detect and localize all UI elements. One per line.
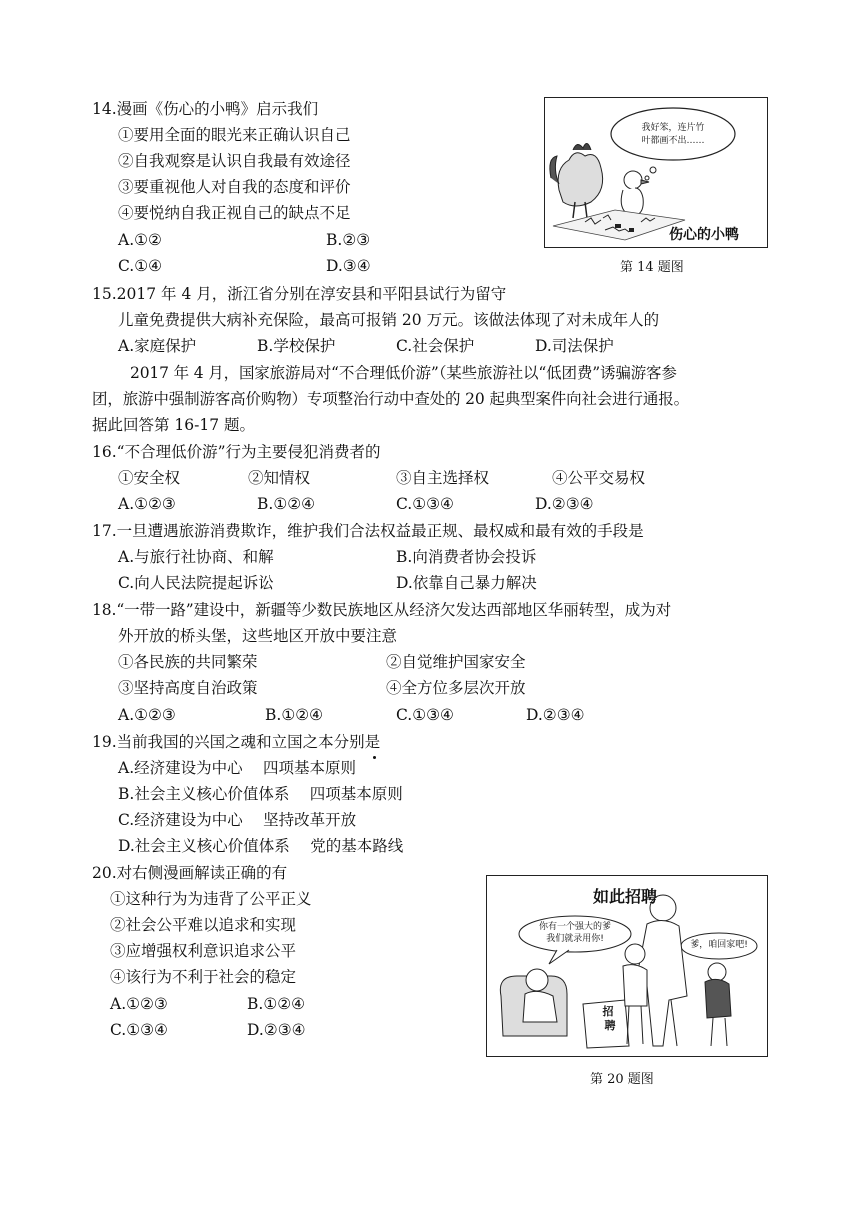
q19-option-b[interactable]: B.社会主义核心价值体系 四项基本原则 <box>118 785 403 803</box>
emphasis-dot <box>373 756 376 759</box>
passage-line-3: 据此回答第 16-17 题。 <box>92 416 256 434</box>
q14-cartoon-title: 伤心的小鸭 <box>669 227 739 243</box>
q16-option-c[interactable]: C.①③④ <box>396 495 454 513</box>
q14-figure-caption: 第 14 题图 <box>620 260 684 275</box>
q14-option-c[interactable]: C.①④ <box>118 257 163 275</box>
q16-stem: 16.“不合理低价游”行为主要侵犯消费者的 <box>92 443 381 461</box>
q16-option-b[interactable]: B.①②④ <box>257 495 316 513</box>
q20-option-d[interactable]: D.②③④ <box>247 1021 306 1039</box>
q20-option-c[interactable]: C.①③④ <box>110 1021 168 1039</box>
q20-stem: 20.对右侧漫画解读正确的有 <box>92 864 288 882</box>
q16-item-4: ④公平交易权 <box>552 469 646 487</box>
q19-stem: 19.当前我国的兴国之魂和立国之本分别是 <box>92 733 381 751</box>
q15-option-a[interactable]: A.家庭保护 <box>118 337 197 355</box>
q15-stem-line-2: 儿童免费提供大病补充保险，最高可报销 20 万元。该做法体现了对未成年人的 <box>118 311 660 329</box>
q18-item-3: ③坚持高度自治政策 <box>118 679 258 697</box>
q19-option-d[interactable]: D.社会主义核心价值体系 党的基本路线 <box>118 837 404 855</box>
q20-bubble-1-line-2: 我们就录用你! <box>546 934 604 944</box>
q16-item-1: ①安全权 <box>118 469 181 487</box>
q19-option-c[interactable]: C.经济建设为中心 坚持改革开放 <box>118 811 357 829</box>
q17-option-a[interactable]: A.与旅行社协商、和解 <box>118 548 274 566</box>
q14-option-d[interactable]: D.③④ <box>326 257 371 275</box>
q20-option-a[interactable]: A.①②③ <box>110 995 168 1013</box>
q14-item-3: ③要重视他人对自我的态度和评价 <box>118 178 351 196</box>
q20-bubble-2: 爹，咱回家吧! <box>690 940 748 950</box>
q20-item-4: ④该行为不利于社会的稳定 <box>110 968 297 986</box>
q14-item-2: ②自我观察是认识自我最有效途径 <box>118 152 351 170</box>
q18-option-d[interactable]: D.②③④ <box>526 706 585 724</box>
q19-option-a[interactable]: A.经济建设为中心 四项基本原则 <box>118 759 357 777</box>
q17-stem: 17.一旦遭遇旅游消费欺诈，维护我们合法权益最正规、最权威和最有效的手段是 <box>92 522 644 540</box>
q14-stem: 14.漫画《伤心的小鸭》启示我们 <box>92 100 319 118</box>
q20-bubble-1-line-1: 你有一个强大的爹 <box>538 922 611 932</box>
q20-item-2: ②社会公平难以追求和实现 <box>110 916 297 934</box>
q15-stem-line-1: 15.2017 年 4 月，浙江省分别在淳安县和平阳县试行为留守 <box>92 285 507 303</box>
q18-stem-line-1: 18.“一带一路”建设中，新疆等少数民族地区从经济欠发达西部地区华丽转型，成为对 <box>92 601 672 619</box>
q20-figure-caption: 第 20 题图 <box>590 1072 654 1087</box>
q20-option-b[interactable]: B.①②④ <box>247 995 306 1013</box>
q18-option-c[interactable]: C.①③④ <box>396 706 454 724</box>
q17-option-b[interactable]: B.向消费者协会投诉 <box>396 548 537 566</box>
q14-cartoon <box>544 97 768 248</box>
q18-option-b[interactable]: B.①②④ <box>265 706 324 724</box>
q14-item-4: ④要悦纳自我正视自己的缺点不足 <box>118 204 351 222</box>
q15-option-c[interactable]: C.社会保护 <box>396 337 475 355</box>
q20-sign-char-2: 聘 <box>604 1019 616 1032</box>
q18-item-2: ②自觉维护国家安全 <box>386 653 526 671</box>
q16-option-a[interactable]: A.①②③ <box>118 495 176 513</box>
q14-option-a[interactable]: A.①② <box>118 231 162 249</box>
q20-cartoon-title: 如此招聘 <box>593 887 658 906</box>
passage-line-1: 2017 年 4 月，国家旅游局对“不合理低价游”（某些旅游社以“低团费”诱骗游客参 <box>130 364 677 382</box>
q14-bubble-line-1: 我好笨，连片竹 <box>641 123 705 133</box>
q16-item-2: ②知情权 <box>248 469 311 487</box>
q15-option-d[interactable]: D.司法保护 <box>535 337 614 355</box>
q14-item-1: ①要用全面的眼光来正确认识自己 <box>118 126 351 144</box>
q20-sign-char-1: 招 <box>602 1005 614 1018</box>
q20-item-3: ③应增强权利意识追求公平 <box>110 942 297 960</box>
q15-option-b[interactable]: B.学校保护 <box>257 337 336 355</box>
q17-option-d[interactable]: D.依靠自己暴力解决 <box>396 574 537 592</box>
q17-option-c[interactable]: C.向人民法院提起诉讼 <box>118 574 274 592</box>
q18-item-4: ④全方位多层次开放 <box>386 679 526 697</box>
q16-item-3: ③自主选择权 <box>396 469 490 487</box>
q14-bubble-line-2: 叶都画不出…… <box>641 136 705 146</box>
q18-item-1: ①各民族的共同繁荣 <box>118 653 258 671</box>
q18-option-a[interactable]: A.①②③ <box>118 706 176 724</box>
q20-cartoon <box>486 875 768 1057</box>
passage-line-2: 团，旅游中强制游客高价购物）专项整治行动中查处的 20 起典型案件向社会进行通报。 <box>92 390 689 408</box>
q14-option-b[interactable]: B.②③ <box>326 231 371 249</box>
q16-option-d[interactable]: D.②③④ <box>535 495 594 513</box>
q20-item-1: ①这种行为为违背了公平正义 <box>110 890 312 908</box>
q18-stem-line-2: 外开放的桥头堡，这些地区开放中要注意 <box>118 627 398 645</box>
